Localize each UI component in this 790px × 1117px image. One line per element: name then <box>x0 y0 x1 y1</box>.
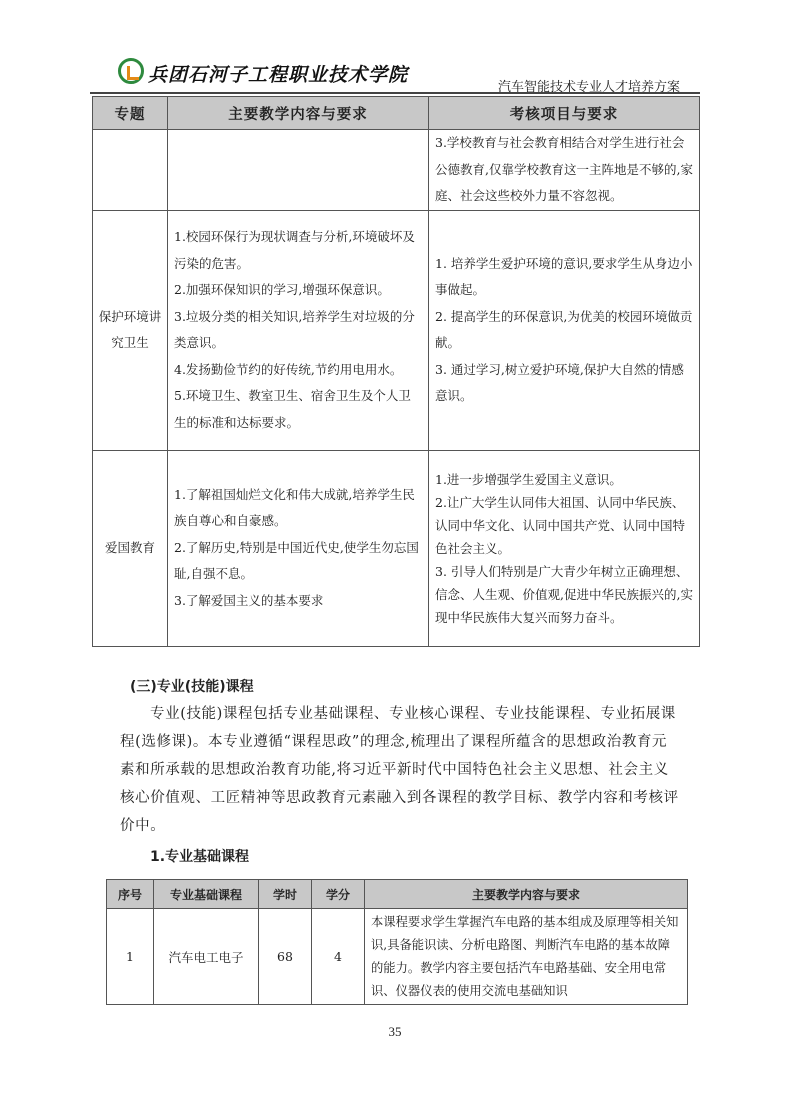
header-topic: 专题 <box>93 97 168 130</box>
assessment-cell <box>429 450 700 646</box>
header-divider <box>90 92 700 94</box>
school-logo-icon <box>118 58 144 84</box>
header-no: 序号 <box>107 880 154 909</box>
header-hours: 学时 <box>259 880 312 909</box>
page-header <box>90 52 700 94</box>
assessment-item: 3. 通过学习,树立爱护环境,保护大自然的情感意识。 <box>435 361 684 403</box>
table-row <box>107 909 688 1005</box>
assessment-item: 1. 培养学生爱护环境的意识,要求学生从身边小事做起。 <box>435 255 693 297</box>
content-cell <box>168 450 429 646</box>
moral-education-table <box>92 96 700 647</box>
assessment-item: 2.让广大学生认同伟大祖国、认同中华民族、认同中华文化、认同中国共产党、认同中国特色社会主义。 <box>435 494 686 556</box>
content-item: 4.发扬勤俭节约的好传统,节约用电用水。 <box>174 361 403 377</box>
assessment-item: 1.进一步增强学生爱国主义意识。 <box>435 471 622 487</box>
course-hours: 68 <box>259 909 312 1005</box>
header-description: 主要教学内容与要求 <box>365 880 688 909</box>
content-cell <box>168 210 429 450</box>
course-credits: 4 <box>312 909 365 1005</box>
content-item: 5.环境卫生、教室卫生、宿舍卫生及个人卫生的标准和达标要求。 <box>174 388 411 430</box>
course-no: 1 <box>107 909 154 1005</box>
topic-cell: 保护环境讲究卫生 <box>93 210 168 450</box>
assessment-item: 3. 引导人们特别是广大青少年树立正确理想、信念、人生观、价值观,促进中华民族振兴的,实现中华民族伟大复兴而努力奋斗。 <box>435 563 693 625</box>
course-name: 汽车电工电子 <box>154 909 259 1005</box>
header-credits: 学分 <box>312 880 365 909</box>
content-cell <box>168 130 429 211</box>
foundation-courses-table <box>106 879 688 1005</box>
header-course: 专业基础课程 <box>154 880 259 909</box>
program-name: 汽车智能技术专业人才培养方案 <box>497 80 680 95</box>
assessment-item: 2. 提高学生的环保意识,为优美的校园环境做贡献。 <box>435 308 693 350</box>
header-assessment: 考核项目与要求 <box>429 97 700 130</box>
school-name: 兵团石河子工程职业技术学院 <box>148 64 409 86</box>
table-row <box>93 450 700 646</box>
content-item: 1.校园环保行为现状调查与分析,环境破坏及污染的危害。 <box>174 229 415 271</box>
content-item: 2.了解历史,特别是中国近代史,使学生勿忘国耻,自强不息。 <box>174 539 419 582</box>
content-item: 3.垃圾分类的相关知识,培养学生对垃圾的分类意识。 <box>174 308 415 350</box>
content-item: 2.加强环保知识的学习,增强环保意识。 <box>174 282 390 297</box>
table-header-row <box>93 97 700 130</box>
assessment-cell <box>429 210 700 450</box>
section-paragraph: 专业(技能)课程包括专业基础课程、专业核心课程、专业技能课程、专业拓展课程(选修课)。本专业遵循“课程思政”的理念,梳理出了课程所蕴含的思想政治教育元素和所承载的思想政治教育功能,将习近平新时代中国特色社会主义思想、社会主义核心价值观、工匠精神等思政教育元素融入到各课程的教学目标、教学内容和考核评价中。 <box>120 706 679 834</box>
table-row <box>93 130 700 211</box>
table-header-row <box>107 880 688 909</box>
section-heading: (三)专业(技能)课程 <box>130 679 254 695</box>
content-item: 3.了解爱国主义的基本要求 <box>174 592 324 608</box>
assessment-item: 3.学校教育与社会教育相结合对学生进行社会公德教育,仅靠学校教育这一主阵地是不够的,家庭、社会这些校外力量不容忽视。 <box>435 135 693 203</box>
assessment-cell <box>429 130 700 211</box>
page-number: 35 <box>388 1024 402 1039</box>
course-description: 本课程要求学生掌握汽车电路的基本组成及原理等相关知识,具备能识读、分析电路图、判断汽车电路的基本故障的能力。教学内容主要包括汽车电路基础、安全用电常识、仪器仪表的使用交流电基础知识 <box>365 909 688 1005</box>
topic-cell: 爱国教育 <box>93 450 168 646</box>
subsection-heading: 1.专业基础课程 <box>150 849 250 865</box>
header-content: 主要教学内容与要求 <box>168 97 429 130</box>
content-item: 1.了解祖国灿烂文化和伟大成就,培养学生民族自尊心和自豪感。 <box>174 486 415 529</box>
table-row <box>93 210 700 450</box>
topic-cell <box>93 130 168 211</box>
